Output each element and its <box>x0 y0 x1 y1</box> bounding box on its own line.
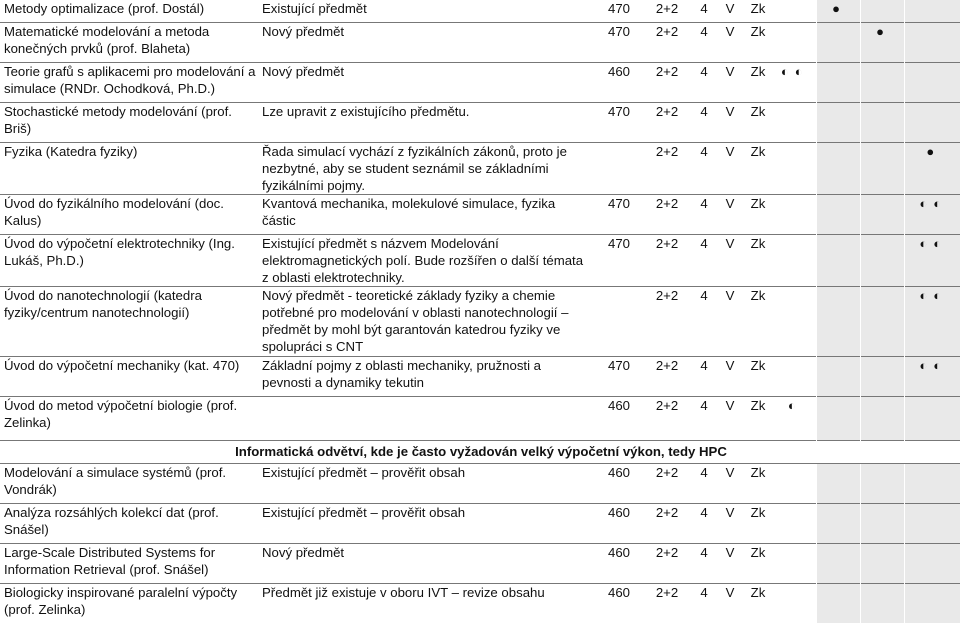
mark-cell <box>860 396 904 440</box>
mark-cell <box>772 543 816 583</box>
half-circle-icon: ◐ <box>919 195 934 211</box>
table-row <box>0 22 960 62</box>
mark-cell <box>904 583 960 623</box>
subject-cell: Úvod do výpočetní elektrotechniky (Ing. Lukáš, Ph.D.) <box>0 234 258 286</box>
department-code-cell: 470 <box>594 194 642 234</box>
mark-cell <box>772 22 816 62</box>
mark-cell <box>816 0 860 22</box>
table-row <box>0 194 960 234</box>
note-cell: Nový předmět <box>258 22 594 62</box>
section-header-row <box>0 440 960 463</box>
mark-cell <box>904 463 960 503</box>
credits-cell: 4 <box>690 102 716 142</box>
semester-cell: V <box>716 22 742 62</box>
mark-cell <box>904 503 960 543</box>
full-circle-icon: ● <box>876 23 890 39</box>
department-code-cell: 460 <box>594 583 642 623</box>
credits-cell: 4 <box>690 62 716 102</box>
mark-cell <box>904 286 960 356</box>
credits-cell: 4 <box>690 396 716 440</box>
department-code-cell: 460 <box>594 543 642 583</box>
note-cell: Nový předmět <box>258 543 594 583</box>
semester-cell: V <box>716 62 742 102</box>
subject-cell: Úvod do nanotechnologií (katedra fyziky/centrum nanotechnologií) <box>0 286 258 356</box>
mark-cell <box>860 234 904 286</box>
mark-cell <box>860 0 904 22</box>
mark-cell <box>816 286 860 356</box>
hours-cell: 2+2 <box>655 464 679 480</box>
mark-cell <box>772 0 816 22</box>
semester-cell: V <box>725 464 735 480</box>
subject-cell: Fyzika (Katedra fyziky) <box>0 142 258 194</box>
semester-cell: V <box>716 396 742 440</box>
note-cell: Existující předmět – prověřit obsah <box>262 464 466 480</box>
mark-cell <box>860 102 904 142</box>
semester-cell: V <box>716 503 742 543</box>
mark-cell <box>816 543 860 583</box>
credits-cell: 4 <box>690 286 716 356</box>
hours-cell: 2+2 <box>642 356 690 396</box>
exam-type-cell: Zk <box>742 234 772 286</box>
exam-type-cell: Zk <box>742 62 772 102</box>
mark-cell <box>772 62 816 102</box>
semester-cell: V <box>716 356 742 396</box>
semester-cell: V <box>716 286 742 356</box>
department-code-cell: 460 <box>594 503 642 543</box>
department-code-cell: 470 <box>594 356 642 396</box>
table-row <box>0 356 960 396</box>
subject-cell: Metody optimalizace (prof. Dostál) <box>4 1 205 16</box>
department-code-cell: 460 <box>594 62 642 102</box>
mark-cell <box>904 62 960 102</box>
half-circle-icon: ◐ <box>919 235 934 251</box>
mark-cell <box>816 22 860 62</box>
table-row <box>0 396 960 440</box>
table-row <box>0 0 960 22</box>
exam-type-cell: Zk <box>742 194 772 234</box>
credits-cell: 4 <box>690 142 716 194</box>
mark-cell <box>772 503 816 543</box>
hours-cell: 2+2 <box>655 1 679 16</box>
half-circle-icon: ◐ <box>919 357 934 373</box>
credits-cell: 4 <box>690 194 716 234</box>
subject-cell: Biologicky inspirované paralelní výpočty (prof. Zelinka) <box>0 583 258 623</box>
note-cell <box>258 396 594 440</box>
hours-cell: 2+2 <box>642 194 690 234</box>
half-circle-icon: ◐ <box>919 287 934 303</box>
department-code-cell <box>594 142 642 194</box>
credits-cell: 4 <box>690 22 716 62</box>
mark-cell <box>860 194 904 234</box>
mark-cell <box>860 503 904 543</box>
table-row <box>0 543 960 583</box>
note-cell: Existující předmět – prověřit obsah <box>258 503 594 543</box>
exam-type-cell: Zk <box>742 142 772 194</box>
note-cell: Základní pojmy z oblasti mechaniky, pružnosti a pevnosti a dynamiky tekutin <box>258 356 594 396</box>
hours-cell: 2+2 <box>642 396 690 440</box>
hours-cell: 2+2 <box>642 543 690 583</box>
mark-cell <box>816 142 860 194</box>
semester-cell: V <box>716 142 742 194</box>
hours-cell: 2+2 <box>642 62 690 102</box>
semester-cell: V <box>716 194 742 234</box>
exam-type-cell: Zk <box>750 464 766 480</box>
half-circle-icon: ◐ <box>933 287 948 303</box>
mark-cell <box>904 102 960 142</box>
note-cell: Nový předmět - teoretické základy fyziky a chemie potřebné pro modelování v oblasti nanotechnologií – předmět by mohl být garantován katedrou fyziky ve spolupráci s CNT <box>258 286 594 356</box>
hours-cell: 2+2 <box>642 583 690 623</box>
credits-cell: 4 <box>690 356 716 396</box>
mark-cell <box>816 356 860 396</box>
hours-cell: 2+2 <box>642 234 690 286</box>
subject-cell: Úvod do metod výpočetní biologie (prof. Zelinka) <box>0 396 258 440</box>
department-code-cell: 470 <box>594 22 642 62</box>
semester-cell: V <box>716 543 742 583</box>
table-row <box>0 503 960 543</box>
mark-cell <box>816 102 860 142</box>
exam-type-cell: Zk <box>742 543 772 583</box>
subject-cell: Stochastické metody modelování (prof. Briš) <box>0 102 258 142</box>
mark-cell <box>860 22 904 62</box>
half-circle-icon: ◐ <box>787 397 802 413</box>
exam-type-cell: Zk <box>742 583 772 623</box>
note-cell: Lze upravit z existujícího předmětu. <box>258 102 594 142</box>
subject-cell: Teorie grafů s aplikacemi pro modelování a simulace (RNDr. Ochodková, Ph.D.) <box>0 62 258 102</box>
hours-cell: 2+2 <box>642 286 690 356</box>
department-code-cell: 460 <box>607 464 630 480</box>
table-row <box>0 62 960 102</box>
credits-cell: 4 <box>700 1 708 16</box>
half-circle-icon: ◐ <box>794 63 809 79</box>
exam-type-cell: Zk <box>742 22 772 62</box>
section-header: Informatická odvětví, kde je často vyžadován velký výpočetní výkon, tedy HPC <box>0 440 960 463</box>
table-row <box>0 583 960 623</box>
hours-cell: 2+2 <box>642 142 690 194</box>
note-cell: Nový předmět <box>258 62 594 102</box>
mark-cell <box>816 62 860 102</box>
mark-cell <box>772 234 816 286</box>
credits-cell: 4 <box>700 464 708 480</box>
mark-cell <box>904 22 960 62</box>
note-cell: Kvantová mechanika, molekulové simulace, fyzika částic <box>258 194 594 234</box>
exam-type-cell: Zk <box>742 286 772 356</box>
subject-cell: Úvod do fyzikálního modelování (doc. Kalus) <box>0 194 258 234</box>
mark-cell <box>904 356 960 396</box>
half-circle-icon: ◐ <box>933 357 948 373</box>
note-cell: Řada simulací vychází z fyzikálních zákonů, proto je nezbytné, aby se student seznámil se základními fyzikálními pojmy. <box>258 142 594 194</box>
mark-cell <box>816 463 860 503</box>
subject-cell: Analýza rozsáhlých kolekcí dat (prof. Snášel) <box>0 503 258 543</box>
mark-cell <box>772 194 816 234</box>
exam-type-cell: Zk <box>742 503 772 543</box>
subject-cell: Matematické modelování a metoda konečných prvků (prof. Blaheta) <box>0 22 258 62</box>
mark-cell <box>816 503 860 543</box>
mark-cell <box>860 142 904 194</box>
department-code-cell: 460 <box>594 396 642 440</box>
note-cell: Existující předmět <box>262 1 367 16</box>
mark-cell <box>904 543 960 583</box>
full-circle-icon: ● <box>926 143 941 159</box>
mark-cell <box>772 142 816 194</box>
subject-cell: Large-Scale Distributed Systems for Information Retrieval (prof. Snášel) <box>0 543 258 583</box>
table-row <box>0 102 960 142</box>
credits-cell: 4 <box>690 543 716 583</box>
mark-cell <box>772 463 816 503</box>
note-cell: Předmět již existuje v oboru IVT – revize obsahu <box>258 583 594 623</box>
exam-type-cell: Zk <box>742 102 772 142</box>
semester-cell: V <box>716 102 742 142</box>
table-row <box>0 463 960 503</box>
mark-cell <box>860 286 904 356</box>
subject-cell: Úvod do výpočetní mechaniky (kat. 470) <box>0 356 258 396</box>
full-circle-icon: ● <box>832 1 846 16</box>
half-circle-icon: ◐ <box>933 235 948 251</box>
half-circle-icon: ◐ <box>780 63 795 79</box>
mark-cell <box>860 543 904 583</box>
note-cell: Existující předmět s názvem Modelování elektromagnetických polí. Bude rozšířen o další témata z oblasti elektrotechniky. <box>258 234 594 286</box>
semester-cell: V <box>716 234 742 286</box>
department-code-cell <box>594 286 642 356</box>
mark-cell <box>772 102 816 142</box>
credits-cell: 4 <box>690 234 716 286</box>
mark-cell <box>860 356 904 396</box>
mark-cell <box>904 396 960 440</box>
mark-cell <box>772 583 816 623</box>
credits-cell: 4 <box>690 503 716 543</box>
table-row <box>0 234 960 286</box>
mark-cell <box>772 356 816 396</box>
exam-type-cell: Zk <box>742 396 772 440</box>
mark-cell <box>816 583 860 623</box>
semester-cell: V <box>716 583 742 623</box>
table-row <box>0 286 960 356</box>
mark-cell <box>860 62 904 102</box>
mark-cell <box>860 463 904 503</box>
exam-type-cell: Zk <box>742 356 772 396</box>
hours-cell: 2+2 <box>642 102 690 142</box>
credits-cell: 4 <box>690 583 716 623</box>
semester-cell: V <box>725 1 735 16</box>
half-circle-icon: ◐ <box>933 195 948 211</box>
mark-cell <box>904 142 960 194</box>
mark-cell <box>904 194 960 234</box>
mark-cell <box>904 234 960 286</box>
mark-cell <box>816 194 860 234</box>
exam-type-cell: Zk <box>750 1 766 16</box>
department-code-cell: 470 <box>594 234 642 286</box>
department-code-cell: 470 <box>607 1 630 16</box>
department-code-cell: 470 <box>594 102 642 142</box>
hours-cell: 2+2 <box>642 503 690 543</box>
mark-cell <box>816 396 860 440</box>
mark-cell <box>772 286 816 356</box>
subject-cell: Modelování a simulace systémů (prof. Vondrák) <box>4 464 227 497</box>
mark-cell <box>904 0 960 22</box>
mark-cell <box>860 583 904 623</box>
hours-cell: 2+2 <box>642 22 690 62</box>
mark-cell <box>772 396 816 440</box>
mark-cell <box>816 234 860 286</box>
table-row <box>0 142 960 194</box>
